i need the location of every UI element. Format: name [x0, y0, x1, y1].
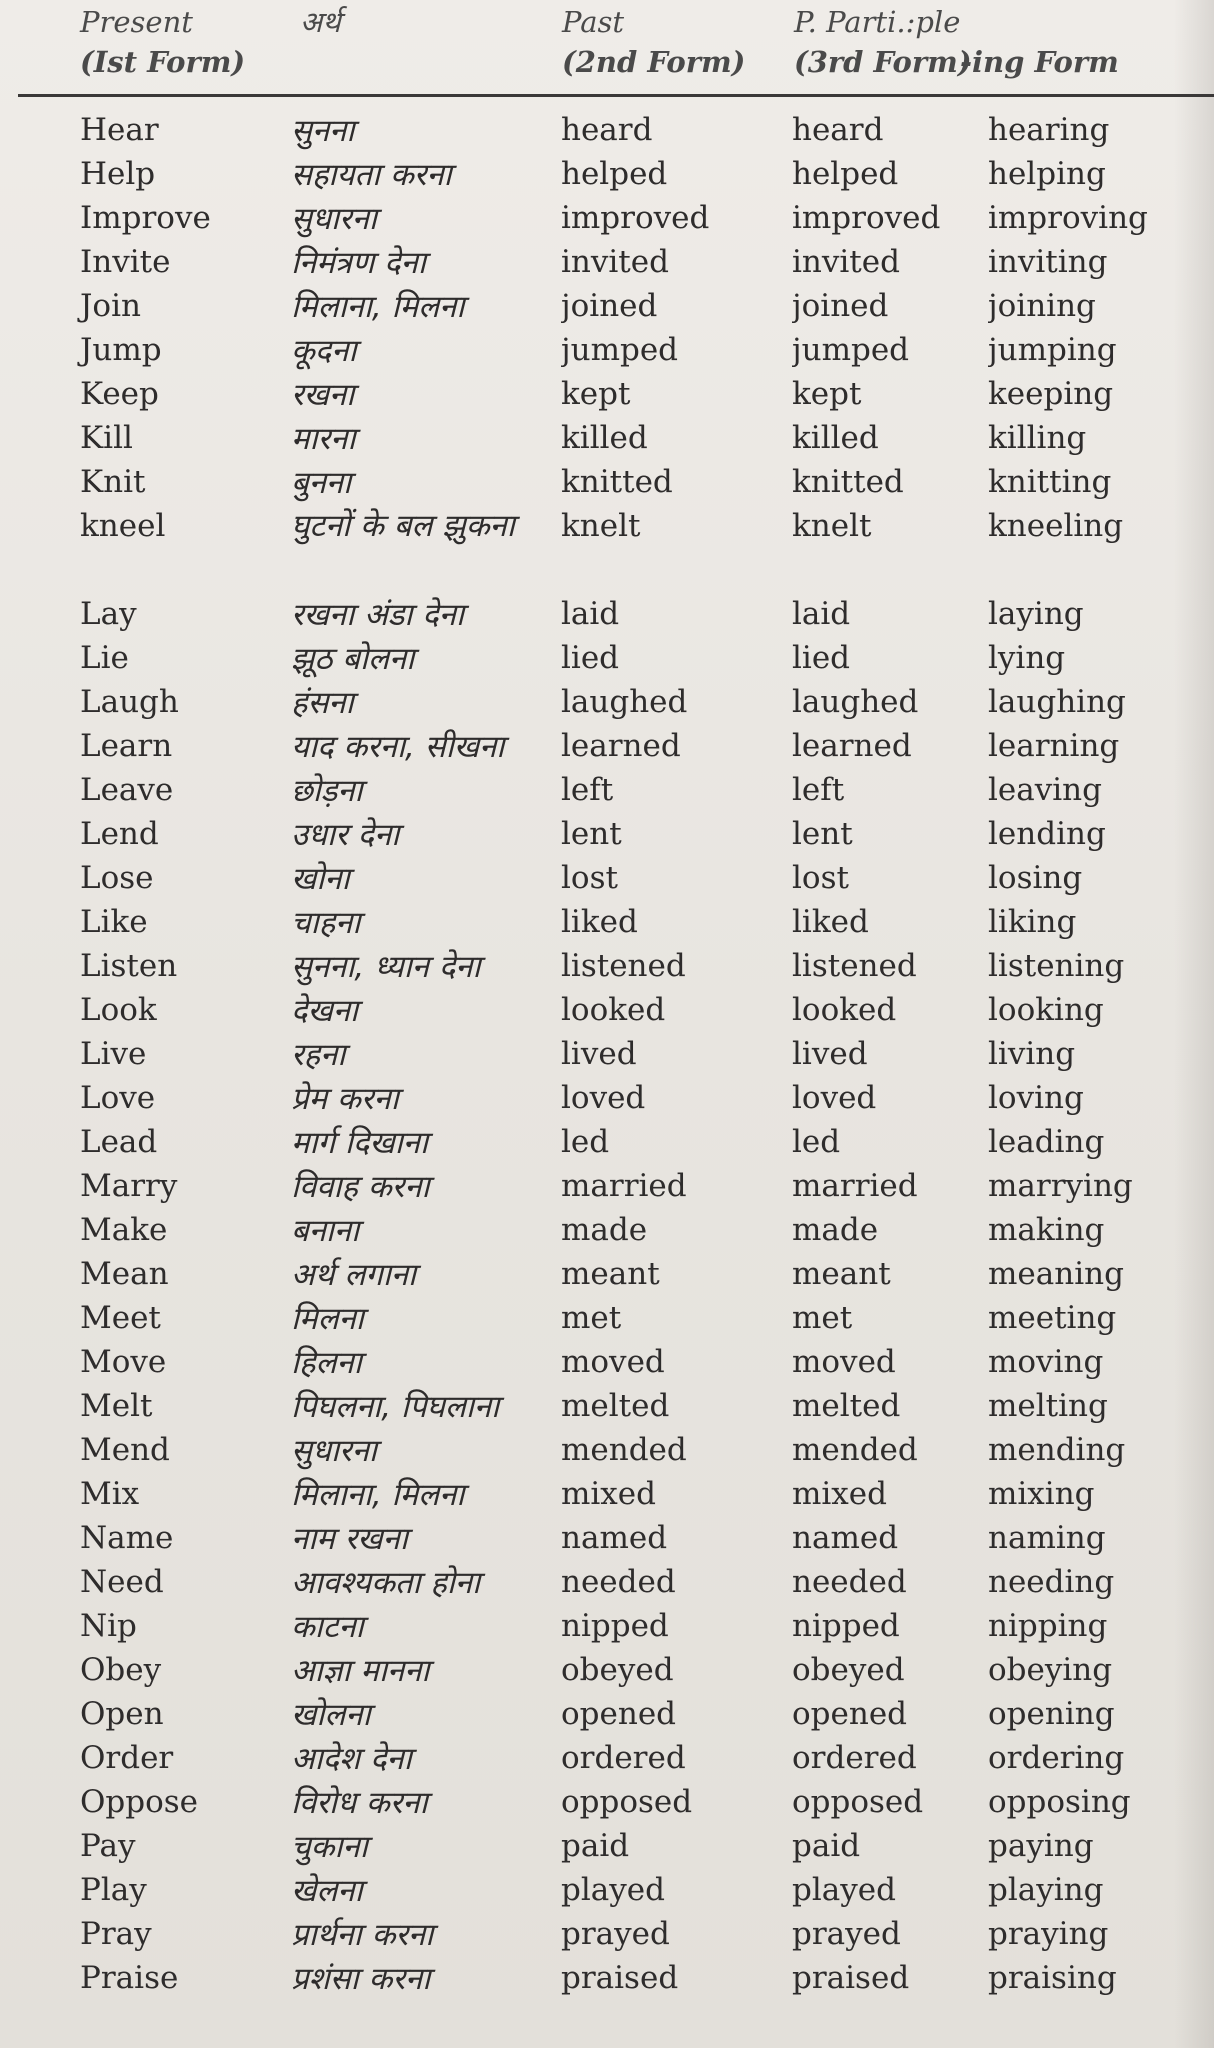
- present-form: Praise: [80, 1960, 179, 1996]
- present-form: Leave: [80, 772, 174, 808]
- table-row: [0, 1560, 1214, 1604]
- past-form: heard: [561, 112, 653, 148]
- hindi-meaning: रहना: [291, 1037, 346, 1073]
- present-form: Lend: [80, 816, 159, 852]
- present-form: Oppose: [80, 1784, 199, 1820]
- hindi-meaning: मिलाना, मिलना: [291, 289, 465, 325]
- hindi-meaning: खोना: [291, 861, 350, 897]
- ing-form: meaning: [988, 1256, 1124, 1292]
- hindi-meaning: उधार देना: [291, 817, 400, 853]
- table-row: [0, 1252, 1214, 1296]
- hindi-meaning: नाम रखना: [291, 1521, 408, 1557]
- past-form: prayed: [561, 1916, 670, 1952]
- past-form: looked: [561, 992, 666, 1028]
- past-participle: needed: [792, 1564, 907, 1600]
- table-row: [0, 108, 1214, 152]
- table-row: [0, 856, 1214, 900]
- present-form: Mix: [80, 1476, 140, 1512]
- past-participle: named: [792, 1520, 899, 1556]
- past-participle: nipped: [792, 1608, 900, 1644]
- past-participle: led: [792, 1124, 841, 1160]
- table-row: [0, 1296, 1214, 1340]
- ing-form: paying: [988, 1828, 1094, 1864]
- present-form: Mean: [80, 1256, 169, 1292]
- table-row: [0, 1956, 1214, 2000]
- past-participle: listened: [792, 948, 917, 984]
- hindi-meaning: सुनना: [291, 113, 355, 149]
- table-row: [0, 1340, 1214, 1384]
- present-form: Live: [80, 1036, 147, 1072]
- ing-form: keeping: [988, 376, 1114, 412]
- past-participle: jumped: [792, 332, 910, 368]
- past-participle: played: [792, 1872, 896, 1908]
- past-participle: joined: [792, 288, 889, 324]
- present-form: Obey: [80, 1652, 162, 1688]
- ing-form: learning: [988, 728, 1120, 764]
- hindi-meaning: घुटनों के बल झुकना: [291, 508, 515, 544]
- past-form: married: [561, 1168, 687, 1204]
- past-participle: knelt: [792, 508, 872, 544]
- past-form: left: [561, 772, 614, 808]
- past-form: joined: [561, 288, 658, 324]
- ing-form: naming: [988, 1520, 1106, 1556]
- table-row: [0, 196, 1214, 240]
- ing-form: playing: [988, 1872, 1104, 1908]
- ing-form: praying: [988, 1916, 1109, 1952]
- past-form: opened: [561, 1696, 677, 1732]
- present-form: Play: [80, 1872, 147, 1908]
- table-row: [0, 1120, 1214, 1164]
- past-form: melted: [561, 1388, 670, 1424]
- past-form: needed: [561, 1564, 676, 1600]
- table-row: [0, 240, 1214, 284]
- header-rule: [18, 94, 1214, 97]
- header-participle: [794, 2, 972, 82]
- ing-form: improving: [988, 200, 1148, 236]
- present-form: Move: [80, 1344, 167, 1380]
- present-form: Keep: [80, 376, 159, 412]
- hindi-meaning: पिघलना, पिघलाना: [291, 1389, 500, 1425]
- ing-form: laughing: [988, 684, 1126, 720]
- past-participle: meant: [792, 1256, 891, 1292]
- header-meaning: [300, 2, 341, 42]
- ing-form: joining: [988, 288, 1096, 324]
- hindi-meaning: मार्ग दिखाना: [291, 1125, 428, 1161]
- past-participle: laughed: [792, 684, 919, 720]
- ing-form: marrying: [988, 1168, 1133, 1204]
- header-ing-line1: [960, 2, 1119, 42]
- past-form: met: [561, 1300, 622, 1336]
- past-participle: mixed: [792, 1476, 887, 1512]
- hindi-meaning: हिलना: [291, 1345, 362, 1381]
- past-participle: liked: [792, 904, 869, 940]
- ing-form: leading: [988, 1124, 1105, 1160]
- ing-form: losing: [988, 860, 1083, 896]
- hindi-meaning: रखना: [291, 377, 355, 413]
- past-participle: laid: [792, 596, 851, 632]
- ing-form: kneeling: [988, 508, 1124, 544]
- present-form: Join: [80, 288, 141, 324]
- ing-form: opening: [988, 1696, 1115, 1732]
- header-present-line2: (Ist Form): [80, 45, 246, 79]
- hindi-meaning: खोलना: [291, 1697, 371, 1733]
- header-past-line2: (2nd Form): [562, 45, 746, 79]
- verb-table-body: [0, 108, 1214, 2000]
- table-row: [0, 1472, 1214, 1516]
- table-row: [0, 812, 1214, 856]
- hindi-meaning: रखना अंडा देना: [291, 597, 464, 633]
- hindi-meaning: चाहना: [291, 905, 361, 941]
- table-row: [0, 1648, 1214, 1692]
- past-form: listened: [561, 948, 686, 984]
- past-participle: prayed: [792, 1916, 901, 1952]
- table-row: [0, 1736, 1214, 1780]
- hindi-meaning: आदेश देना: [291, 1741, 412, 1777]
- ing-form: ordering: [988, 1740, 1125, 1776]
- verb-forms-table: [0, 108, 1214, 2000]
- ing-form: leaving: [988, 772, 1102, 808]
- past-participle: lost: [792, 860, 849, 896]
- table-row: [0, 460, 1214, 504]
- hindi-meaning: प्रेम करना: [291, 1081, 399, 1117]
- past-form: invited: [561, 244, 669, 280]
- ing-form: mixing: [988, 1476, 1095, 1512]
- hindi-meaning: हंसना: [291, 685, 354, 721]
- header-meaning-line1: अर्थ: [300, 5, 341, 39]
- hindi-meaning: मिलना: [291, 1301, 364, 1337]
- present-form: Make: [80, 1212, 168, 1248]
- past-form: kept: [561, 376, 631, 412]
- past-participle: opened: [792, 1696, 908, 1732]
- hindi-meaning: निमंत्रण देना: [291, 245, 426, 281]
- present-form: Melt: [80, 1388, 153, 1424]
- past-form: helped: [561, 156, 668, 192]
- present-form: Help: [80, 156, 156, 192]
- present-form: Name: [80, 1520, 174, 1556]
- present-form: Pray: [80, 1916, 152, 1952]
- hindi-meaning: आज्ञा मानना: [291, 1653, 430, 1689]
- past-participle: loved: [792, 1080, 877, 1116]
- present-form: Learn: [80, 728, 173, 764]
- past-form: nipped: [561, 1608, 669, 1644]
- hindi-meaning: छोड़ना: [291, 773, 363, 809]
- table-row: [0, 944, 1214, 988]
- header-past-line1: Past: [562, 5, 625, 39]
- present-form: Pay: [80, 1828, 136, 1864]
- table-row: [0, 1428, 1214, 1472]
- present-form: Improve: [80, 200, 211, 236]
- present-form: Order: [80, 1740, 174, 1776]
- hindi-meaning: विरोध करना: [291, 1785, 428, 1821]
- ing-form: killing: [988, 420, 1087, 456]
- table-row: [0, 1780, 1214, 1824]
- past-participle: moved: [792, 1344, 896, 1380]
- present-form: Nip: [80, 1608, 137, 1644]
- past-participle: looked: [792, 992, 897, 1028]
- hindi-meaning: चुकाना: [291, 1829, 368, 1865]
- hindi-meaning: झूठ बोलना: [291, 641, 415, 677]
- header-present-line1: Present: [80, 5, 193, 39]
- past-participle: improved: [792, 200, 941, 236]
- hindi-meaning: सुधारना: [291, 201, 377, 237]
- past-participle: praised: [792, 1960, 910, 1996]
- table-row: [0, 504, 1214, 592]
- present-form: kneel: [80, 508, 166, 544]
- hindi-meaning: सुधारना: [291, 1433, 377, 1469]
- past-participle: helped: [792, 156, 899, 192]
- table-header: [0, 0, 1214, 96]
- past-form: named: [561, 1520, 668, 1556]
- table-row: [0, 372, 1214, 416]
- table-row: [0, 592, 1214, 636]
- past-participle: lied: [792, 640, 851, 676]
- header-ing-line2: -ing Form: [960, 45, 1119, 79]
- ing-form: liking: [988, 904, 1077, 940]
- present-form: Love: [80, 1080, 156, 1116]
- past-form: ordered: [561, 1740, 686, 1776]
- past-form: played: [561, 1872, 665, 1908]
- hindi-meaning: बनाना: [291, 1213, 360, 1249]
- past-form: paid: [561, 1828, 630, 1864]
- ing-form: praising: [988, 1960, 1117, 1996]
- ing-form: mending: [988, 1432, 1126, 1468]
- present-form: Open: [80, 1696, 164, 1732]
- past-form: made: [561, 1212, 648, 1248]
- ing-form: hearing: [988, 112, 1110, 148]
- table-row: [0, 416, 1214, 460]
- past-participle: ordered: [792, 1740, 917, 1776]
- past-form: lost: [561, 860, 618, 896]
- present-form: Need: [80, 1564, 164, 1600]
- past-participle: met: [792, 1300, 853, 1336]
- header-participle-line1: P. Parti.:ple: [794, 5, 961, 39]
- past-participle: opposed: [792, 1784, 924, 1820]
- past-form: lived: [561, 1036, 637, 1072]
- hindi-meaning: बुनना: [291, 465, 352, 501]
- present-form: Lie: [80, 640, 129, 676]
- hindi-meaning: सुनना, ध्यान देना: [291, 949, 481, 985]
- past-participle: learned: [792, 728, 912, 764]
- ing-form: making: [988, 1212, 1105, 1248]
- past-participle: melted: [792, 1388, 901, 1424]
- past-form: liked: [561, 904, 638, 940]
- ing-form: needing: [988, 1564, 1115, 1600]
- hindi-meaning: खेलना: [291, 1873, 363, 1909]
- present-form: Meet: [80, 1300, 161, 1336]
- present-form: Marry: [80, 1168, 178, 1204]
- present-form: Knit: [80, 464, 146, 500]
- past-form: jumped: [561, 332, 679, 368]
- hindi-meaning: याद करना, सीखना: [291, 729, 505, 765]
- ing-form: laying: [988, 596, 1084, 632]
- table-row: [0, 284, 1214, 328]
- table-row: [0, 680, 1214, 724]
- present-form: Look: [80, 992, 157, 1028]
- ing-form: obeying: [988, 1652, 1113, 1688]
- header-participle-line2: (3rd Form): [794, 45, 972, 79]
- past-participle: killed: [792, 420, 879, 456]
- past-participle: paid: [792, 1828, 861, 1864]
- hindi-meaning: आवश्यकता होना: [291, 1565, 481, 1601]
- past-form: knelt: [561, 508, 641, 544]
- ing-form: living: [988, 1036, 1076, 1072]
- past-participle: made: [792, 1212, 879, 1248]
- past-participle: lived: [792, 1036, 868, 1072]
- ing-form: lying: [988, 640, 1066, 676]
- table-row: [0, 1692, 1214, 1736]
- past-participle: mended: [792, 1432, 918, 1468]
- past-participle: obeyed: [792, 1652, 905, 1688]
- present-form: Lead: [80, 1124, 158, 1160]
- ing-form: melting: [988, 1388, 1108, 1424]
- past-participle: knitted: [792, 464, 904, 500]
- ing-form: knitting: [988, 464, 1112, 500]
- hindi-meaning: मारना: [291, 421, 356, 457]
- ing-form: loving: [988, 1080, 1084, 1116]
- hindi-meaning: मिलाना, मिलना: [291, 1477, 465, 1513]
- past-form: praised: [561, 1960, 679, 1996]
- ing-form: jumping: [988, 332, 1117, 368]
- table-row: [0, 768, 1214, 812]
- past-participle: kept: [792, 376, 862, 412]
- header-present: [80, 2, 245, 82]
- table-row: [0, 1384, 1214, 1428]
- present-form: Hear: [80, 112, 159, 148]
- present-form: Listen: [80, 948, 178, 984]
- past-form: mended: [561, 1432, 687, 1468]
- table-row: [0, 1868, 1214, 1912]
- present-form: Invite: [80, 244, 171, 280]
- header-ing: [960, 2, 1119, 82]
- past-form: lent: [561, 816, 622, 852]
- present-form: Like: [80, 904, 148, 940]
- past-participle: left: [792, 772, 845, 808]
- present-form: Mend: [80, 1432, 170, 1468]
- table-row: [0, 152, 1214, 196]
- hindi-meaning: काटना: [291, 1609, 364, 1645]
- table-row: [0, 1516, 1214, 1560]
- table-row: [0, 1604, 1214, 1648]
- ing-form: lending: [988, 816, 1106, 852]
- present-form: Laugh: [80, 684, 179, 720]
- ing-form: opposing: [988, 1784, 1131, 1820]
- table-row: [0, 1208, 1214, 1252]
- past-participle: invited: [792, 244, 900, 280]
- table-row: [0, 636, 1214, 680]
- past-participle: heard: [792, 112, 884, 148]
- hindi-meaning: प्रशंसा करना: [291, 1961, 431, 1997]
- past-form: learned: [561, 728, 681, 764]
- table-row: [0, 1824, 1214, 1868]
- past-form: opposed: [561, 1784, 693, 1820]
- ing-form: meeting: [988, 1300, 1117, 1336]
- table-row: [0, 1032, 1214, 1076]
- hindi-meaning: अर्थ लगाना: [291, 1257, 417, 1293]
- hindi-meaning: विवाह करना: [291, 1169, 430, 1205]
- past-form: mixed: [561, 1476, 656, 1512]
- present-form: Kill: [80, 420, 133, 456]
- hindi-meaning: देखना: [291, 993, 359, 1029]
- ing-form: looking: [988, 992, 1104, 1028]
- present-form: Jump: [80, 332, 162, 368]
- table-row: [0, 1076, 1214, 1120]
- header-past: [562, 2, 745, 82]
- hindi-meaning: प्रार्थना करना: [291, 1917, 434, 1953]
- table-row: [0, 900, 1214, 944]
- past-form: laughed: [561, 684, 688, 720]
- present-form: Lose: [80, 860, 154, 896]
- table-row: [0, 724, 1214, 768]
- past-form: obeyed: [561, 1652, 674, 1688]
- ing-form: listening: [988, 948, 1125, 984]
- hindi-meaning: कूदना: [291, 333, 357, 369]
- past-form: laid: [561, 596, 620, 632]
- table-row: [0, 1912, 1214, 1956]
- present-form: Lay: [80, 596, 137, 632]
- hindi-meaning: सहायता करना: [291, 157, 452, 193]
- ing-form: nipping: [988, 1608, 1108, 1644]
- past-form: moved: [561, 1344, 665, 1380]
- past-form: meant: [561, 1256, 660, 1292]
- ing-form: inviting: [988, 244, 1108, 280]
- past-form: loved: [561, 1080, 646, 1116]
- past-form: killed: [561, 420, 648, 456]
- past-participle: married: [792, 1168, 918, 1204]
- past-form: improved: [561, 200, 710, 236]
- ing-form: moving: [988, 1344, 1104, 1380]
- ing-form: helping: [988, 156, 1106, 192]
- past-form: knitted: [561, 464, 673, 500]
- table-row: [0, 988, 1214, 1032]
- table-row: [0, 328, 1214, 372]
- past-form: lied: [561, 640, 620, 676]
- table-row: [0, 1164, 1214, 1208]
- past-form: led: [561, 1124, 610, 1160]
- past-participle: lent: [792, 816, 853, 852]
